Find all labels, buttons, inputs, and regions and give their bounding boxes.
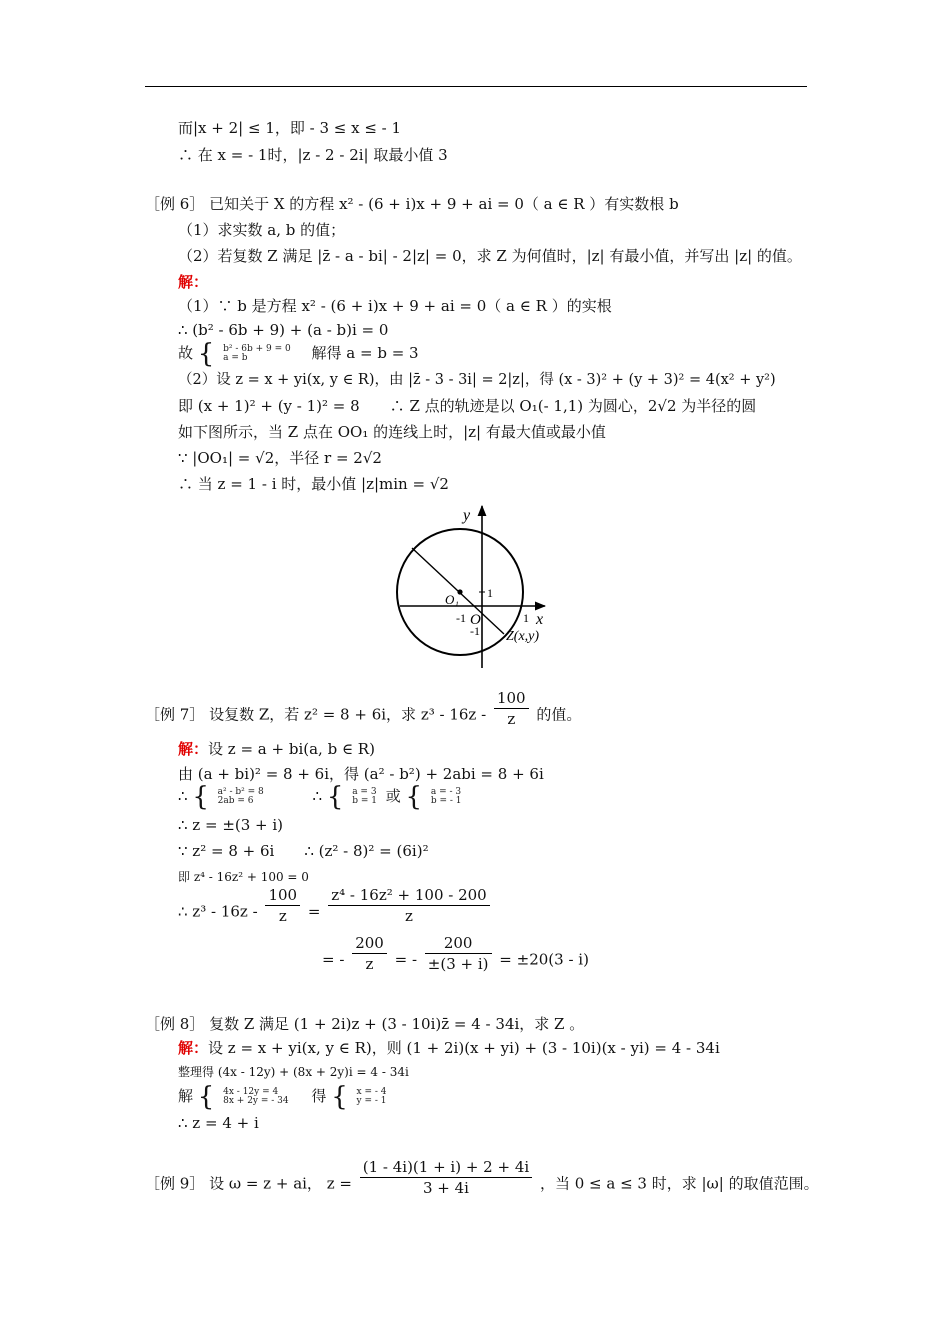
equation-line	[178, 886, 493, 925]
denominator: z	[405, 907, 413, 925]
system-equation: x = - 4	[356, 1087, 387, 1097]
text-fragment: 解得 a = b = 3	[311, 344, 419, 362]
example-9-heading	[145, 1158, 819, 1197]
text-fragment: 解	[178, 1087, 194, 1105]
numerator: 200	[352, 934, 387, 954]
numerator: 100	[265, 886, 300, 906]
text-fragment: 得	[311, 1087, 327, 1105]
text-line: ∴ 在 x = - 1时，|z - 2 - 2i| 取最小值 3	[178, 146, 448, 164]
text-fragment: 或	[385, 787, 401, 805]
equation-line	[322, 934, 589, 973]
brace-icon: {	[405, 782, 423, 812]
text-line: 如下图所示，当 Z 点在 OO₁ 的连线上时，|z| 有最大值或最小值	[178, 423, 606, 441]
numerator: (1 - 4i)(1 + i) + 2 + 4i	[360, 1158, 532, 1178]
text-fragment: ，当 0 ≤ a ≤ 3 时，求 |ω| 的取值范围。	[539, 1174, 819, 1193]
example-6-heading: ［例 6］ 已知关于 X 的方程 x² - (6 + i)x + 9 + ai = 0（ a ∈ R ）有实数根 b	[145, 195, 679, 213]
system-equation: b = 1	[352, 796, 377, 806]
denominator: z	[278, 907, 287, 925]
text-fragment: 的值。	[536, 705, 582, 724]
fraction	[352, 934, 387, 973]
tick-label: -1	[456, 611, 466, 625]
point-label: Z(x,y)	[506, 629, 540, 644]
brace-icon: {	[197, 339, 215, 369]
numerator: 200	[425, 934, 492, 954]
text-fragment: 设 z = x + yi(x, y ∈ R)，则 (1 + 2i)(x + yi) + (3 - 10i)(x - yi) = 4 - 34i	[208, 1039, 720, 1057]
text-line	[178, 739, 375, 759]
equation-system	[223, 1088, 289, 1106]
brace-icon: {	[331, 1082, 348, 1112]
text-line: 即 z⁴ - 16z² + 100 = 0	[178, 870, 309, 884]
equation-system	[352, 788, 377, 806]
tick-label: 1	[523, 611, 529, 625]
text-line	[178, 1038, 720, 1058]
text-line: ∴ (b² - 6b + 9) + (a - b)i = 0	[178, 321, 389, 339]
fraction	[425, 934, 492, 973]
system-equation: b² - 6b + 9 = 0	[223, 344, 291, 354]
tick-label: 1	[487, 586, 493, 600]
text-fragment: =	[307, 902, 321, 921]
system-equation: a = - 3	[430, 787, 462, 797]
center-label: O₁	[445, 592, 459, 607]
brace-icon: {	[192, 782, 209, 812]
system-equation: 8x + 2y = - 34	[223, 1096, 289, 1106]
text-fragment: 设 z = a + bi(a, b ∈ R)	[208, 740, 375, 758]
numerator: z⁴ - 16z² + 100 - 200	[328, 886, 490, 906]
equation-system	[357, 1088, 387, 1106]
y-axis-label: y	[463, 507, 471, 524]
text-line: ∵ |OO₁| = √2，半径 r = 2√2	[178, 449, 382, 467]
equation-system	[431, 788, 462, 806]
numerator: 100	[494, 689, 529, 709]
denominator: ±(3 + i)	[427, 955, 489, 973]
system-equation: a = b	[223, 353, 248, 363]
circle-diagram	[390, 500, 560, 672]
text-fragment: = -	[322, 950, 345, 969]
text-fragment: ∴	[178, 787, 188, 805]
text-line: ∴ 当 z = 1 - i 时，最小值 |z|min = √2	[178, 475, 449, 493]
denominator: 3 + 4i	[422, 1179, 469, 1197]
text-line: （2）设 z = x + yi(x, y ∈ R)，由 |z̄ - 3 - 3i| = 2|z|，得 (x - 3)² + (y + 3)² = 4(x² + y²)	[178, 372, 776, 388]
system-equation: a² - b² = 8	[217, 787, 264, 797]
equation-system	[218, 788, 264, 806]
text-fragment: = -	[394, 950, 418, 969]
solution-label: 解：	[178, 273, 209, 291]
equation-system-line	[178, 339, 419, 369]
equation-system	[223, 345, 291, 363]
solution-label: 解：	[178, 740, 209, 758]
tick-label: -1	[470, 624, 480, 638]
system-equation: b = - 1	[430, 796, 462, 806]
denominator: z	[365, 955, 374, 973]
brace-icon: {	[326, 782, 344, 812]
brace-icon: {	[197, 1082, 215, 1112]
system-equation: a = 3	[352, 787, 377, 797]
x-axis-label: x	[536, 611, 544, 628]
text-line: （1）求实数 a, b 的值；	[178, 221, 346, 239]
text-fragment: = ±20(3 - i)	[499, 950, 589, 969]
system-equation: y = - 1	[356, 1096, 387, 1106]
fraction	[494, 689, 529, 728]
example-8-heading: ［例 8］ 复数 Z 满足 (1 + 2i)z + (3 - 10i)z̄ = 4 - 34i，求 Z 。	[145, 1015, 585, 1033]
text-line: ∴ z = ±(3 + i)	[178, 816, 284, 834]
example-7-heading	[145, 689, 582, 728]
text-line: 即 (x + 1)² + (y - 1)² = 8 ∴ Z 点的轨迹是以 O₁(- 1,1) 为圆心，2√2 为半径的圆	[178, 397, 757, 415]
origin-label: O	[470, 612, 481, 628]
text-line: （2）若复数 Z 满足 |z̄ - a - bi| - 2|z| = 0，求 Z 为何值时，|z| 有最小值，并写出 |z| 的值。	[178, 247, 802, 265]
text-line: 而|x + 2| ≤ 1，即 - 3 ≤ x ≤ - 1	[178, 119, 402, 137]
text-line: ∴ z = 4 + i	[178, 1114, 259, 1132]
header-rule	[145, 86, 807, 87]
text-fragment: 故	[178, 344, 194, 362]
solution-label: 解：	[178, 1039, 209, 1057]
text-fragment: ［例 7］ 设复数 Z，若 z² = 8 + 6i，求 z³ - 16z -	[145, 705, 487, 724]
text-line: 由 (a + bi)² = 8 + 6i，得 (a² - b²) + 2abi = 8 + 6i	[178, 765, 544, 783]
text-line: 整理得 (4x - 12y) + (8x + 2y)i = 4 - 34i	[178, 1065, 409, 1079]
denominator: z	[507, 710, 516, 728]
fraction	[360, 1158, 532, 1197]
text-fragment: ∴ z³ - 16z -	[178, 902, 258, 921]
text-line: ∵ z² = 8 + 6i ∴ (z² - 8)² = (6i)²	[178, 842, 429, 860]
fraction	[328, 886, 490, 925]
equation-system-line	[178, 1082, 391, 1112]
system-equation: 2ab = 6	[217, 796, 254, 806]
fraction	[265, 886, 300, 925]
text-fragment: ∴	[312, 787, 323, 805]
system-equation: 4x - 12y = 4	[223, 1087, 279, 1097]
equation-system-line	[178, 782, 466, 812]
text-line: （1）∵ b 是方程 x² - (6 + i)x + 9 + ai = 0（ a ∈ R ）的实根	[178, 297, 612, 315]
text-fragment: ［例 9］ 设 ω = z + ai， z =	[145, 1174, 352, 1193]
